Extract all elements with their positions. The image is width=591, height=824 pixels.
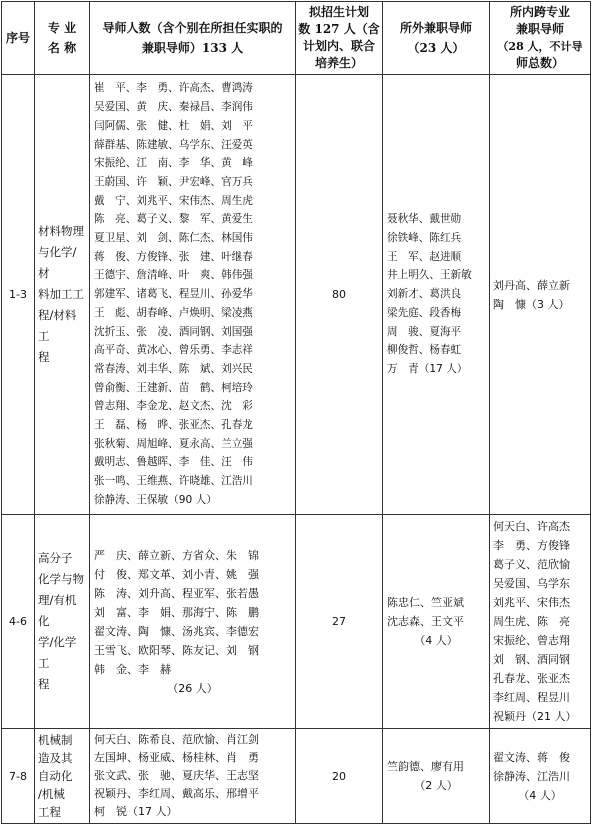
header-plan-line: 培养生）: [314, 56, 363, 70]
header-external: [383, 2, 490, 75]
cell-line: 刘兆平、宋伟杰: [493, 596, 570, 609]
cell-line: 吴爱国、黄 庆、秦禄昌、李润伟: [94, 101, 253, 114]
cell-line: 王 军、赵进顺: [387, 250, 462, 263]
header-plan-line: 数 127 人（含: [298, 22, 380, 36]
cell-line: 宋振纶、江 南、李 华、黄 峰: [94, 157, 253, 170]
cell-line: 陈 涛、刘升高、程亚军、张若愚: [94, 586, 259, 600]
cell-line: 夏卫星、刘 剑、陈仁杰、林国伟: [94, 232, 253, 245]
header-cross-line: 兼职导师: [515, 22, 564, 36]
cell-line: 何天白、陈希良、范欣愉、肖江剑: [94, 733, 259, 746]
cross-cell: [490, 75, 591, 515]
cell-line: 梁先庭、段香梅: [387, 306, 462, 319]
cell-line: 材料物理: [38, 224, 84, 238]
cell-line: 薛群基、陈建敏、乌学东、汪爱英: [94, 138, 253, 151]
header-supervisors: [90, 2, 296, 75]
cell-line: 宋振纶、曾志翔: [493, 634, 570, 647]
cell-line: 柯 锐（17 人）: [94, 805, 178, 818]
supervisors-cell: [90, 515, 296, 729]
supervisor-table: [1, 1, 591, 824]
supervisors-cell: [90, 75, 296, 515]
cell-line: 王雪飞、欧阳琴、陈友记、刘 钢: [94, 643, 259, 657]
cell-line: 翟文涛、陶 慷、汤兆宾、李德宏: [94, 624, 259, 638]
cell-line: （26 人）: [167, 681, 218, 695]
cell-line: 陈 亮、葛子义、黎 军、黄爱生: [94, 213, 253, 226]
cell-line: 李红周、程昱川: [493, 691, 570, 704]
plan-cell: 20: [296, 729, 383, 824]
cell-line: /机械: [38, 787, 65, 801]
cell-line: 蒋 俊、方俊锋、张 建、叶继春: [94, 250, 253, 263]
header-plan-line: 计划内、联合: [302, 39, 375, 53]
header-major-line: 专 业: [47, 21, 77, 35]
cross-cell: [490, 515, 591, 729]
cell-line: 与化学/材: [38, 245, 77, 280]
cell-line: 井上明久、王新敏: [387, 269, 472, 282]
cell-line: 柳俊哲、杨春虹: [387, 344, 462, 357]
cell-line: 吴爱国、乌学东: [493, 577, 570, 590]
external-cell: [383, 729, 490, 824]
cell-line: 祝颖丹、李红周、戴高乐、邢增平: [94, 787, 259, 800]
cell-line: 工程: [38, 805, 61, 819]
external-cell: [383, 515, 490, 729]
cell-line: 陈忠仁、竺亚斌: [387, 596, 464, 609]
major-cell: [35, 729, 90, 824]
cell-line: 葛子义、范欣愉: [493, 558, 570, 571]
cell-line: 刘丹高、薛立新: [493, 278, 570, 292]
cell-line: 张文武、张 驰、夏庆华、王志坚: [94, 769, 259, 782]
cell-line: 严 庆、薛立新、方省众、朱 锦: [94, 548, 259, 562]
cell-line: 李 勇、方俊锋: [493, 539, 570, 552]
header-major-line: 名 称: [47, 41, 77, 55]
cell-line: 程/材料工: [38, 308, 77, 343]
header-supervisors-line: 兼职导师）133 人: [141, 41, 244, 55]
cell-line: 化学与物: [38, 572, 84, 586]
seq-cell: 1-3: [2, 75, 35, 515]
header-seq: 序号: [2, 2, 35, 75]
cell-line: 王 彪、胡春峰、卢焕明、梁凌燕: [94, 306, 253, 319]
cell-line: 韩 金、李 赫: [94, 662, 171, 676]
seq-cell: 7-8: [2, 729, 35, 824]
seq-cell: 4-6: [2, 515, 35, 729]
header-plan-line: 拟招生计划: [308, 5, 369, 19]
header-cross-line: 师总数）: [515, 56, 564, 70]
cell-line: 戴 宁、刘兆平、宋伟杰、周生虎: [94, 194, 253, 207]
cell-line: 翟文涛、蒋 俊: [493, 750, 570, 764]
header-cross-line: 所内跨专业: [509, 5, 570, 19]
cell-line: 学/化学工: [38, 635, 77, 670]
cell-line: 王 磊、杨 晔、张亚杰、孔春龙: [94, 419, 253, 432]
cell-line: 付 俊、郑文革、刘小青、姚 强: [94, 567, 259, 581]
cell-line: 沈折玉、张 凌、酒同钢、刘国强: [94, 325, 253, 338]
cell-line: 机械制: [38, 733, 73, 747]
cell-line: 刘 钢、酒同钢: [493, 653, 570, 666]
header-cross: [490, 2, 591, 75]
cell-line: 张一鸣、王维燕、许晓雄、江浩川: [94, 475, 253, 488]
cell-line: 王蔚国、许 颖、尹宏峰、官万兵: [94, 175, 253, 188]
header-row: [2, 2, 591, 75]
cell-line: 理/有机化: [38, 593, 77, 628]
cell-line: 高分子: [38, 551, 73, 565]
major-cell: [35, 75, 90, 515]
cell-line: 崔 平、李 勇、许高杰、曹鸿涛: [94, 82, 253, 95]
cell-line: 徐铁峰、陈红兵: [387, 232, 462, 245]
header-external-line: （23 人）: [407, 41, 465, 55]
supervisors-cell: [90, 729, 296, 824]
cross-cell: [490, 729, 591, 824]
cell-line: 王德宇、詹清峰、叶 爽、韩伟强: [94, 269, 253, 282]
cell-line: 徐静涛、王保敏（90 人）: [94, 493, 217, 506]
cell-line: 何天白、许高杰: [493, 520, 570, 533]
table-row: [2, 75, 591, 515]
cell-line: 万 青（17 人）: [387, 362, 468, 375]
cell-line: 周生虎、陈 亮: [493, 615, 570, 628]
cell-line: 聂秋华、戴世勋: [387, 213, 462, 226]
cell-line: 祝颖丹（21 人）: [493, 710, 577, 723]
external-cell: [383, 75, 490, 515]
cell-line: 竺韵德、廖有用: [387, 760, 464, 773]
cell-line: 刘新才、葛洪良: [387, 288, 462, 301]
cell-line: 张秋菊、周旭峰、夏永高、兰立强: [94, 437, 253, 450]
header-cross-line: （28 人，不计导: [497, 40, 583, 53]
cell-line: 程: [38, 677, 50, 691]
cell-line: （4 人）: [414, 634, 458, 647]
cell-line: 曾志翔、李金龙、赵文杰、沈 彩: [94, 400, 253, 413]
major-cell: [35, 515, 90, 729]
table-row: [2, 515, 591, 729]
cell-line: 徐静涛、江浩川: [493, 769, 570, 783]
header-major: [35, 2, 90, 75]
cell-line: 沈志森、王文平: [387, 615, 464, 628]
cell-line: 周 骏、夏海平: [387, 325, 462, 338]
cell-line: （2 人）: [414, 779, 458, 792]
cell-line: 左国坤、杨亚威、杨桂林、肖 勇: [94, 751, 259, 764]
cell-line: 刘 富、李 娟、那海宁、陈 鹏: [94, 605, 259, 619]
cell-line: 高平奇、黄冰心、曾乐勇、李志祥: [94, 344, 253, 357]
plan-cell: 80: [296, 75, 383, 515]
cell-line: 陶 慷（3 人）: [493, 297, 570, 311]
cell-line: 郭建军、诸葛飞、程昱川、孙爱华: [94, 288, 253, 301]
cell-line: 曾俞衡、王建新、苗 鹤、柯培玲: [94, 381, 253, 394]
cell-line: 料加工工: [38, 287, 84, 301]
cell-line: 常春涛、刘丰华、陈 斌、刘兴民: [94, 362, 253, 375]
cell-line: 闫阿儒、张 健、杜 娟、刘 平: [94, 119, 253, 132]
plan-cell: 27: [296, 515, 383, 729]
header-external-line: 所外兼职导师: [399, 21, 472, 35]
cell-line: 程: [38, 350, 50, 364]
cell-line: 自动化: [38, 769, 73, 783]
header-plan: [296, 2, 383, 75]
cell-line: 戴明志、鲁越晖、李 佳、汪 伟: [94, 456, 253, 469]
cell-line: （4 人）: [518, 788, 562, 802]
cell-line: 孔春龙、张亚杰: [493, 672, 570, 685]
cell-line: 造及其: [38, 751, 73, 765]
header-supervisors-line: 导师人数（含个别在所担任实职的: [102, 21, 283, 35]
table-row: [2, 729, 591, 824]
